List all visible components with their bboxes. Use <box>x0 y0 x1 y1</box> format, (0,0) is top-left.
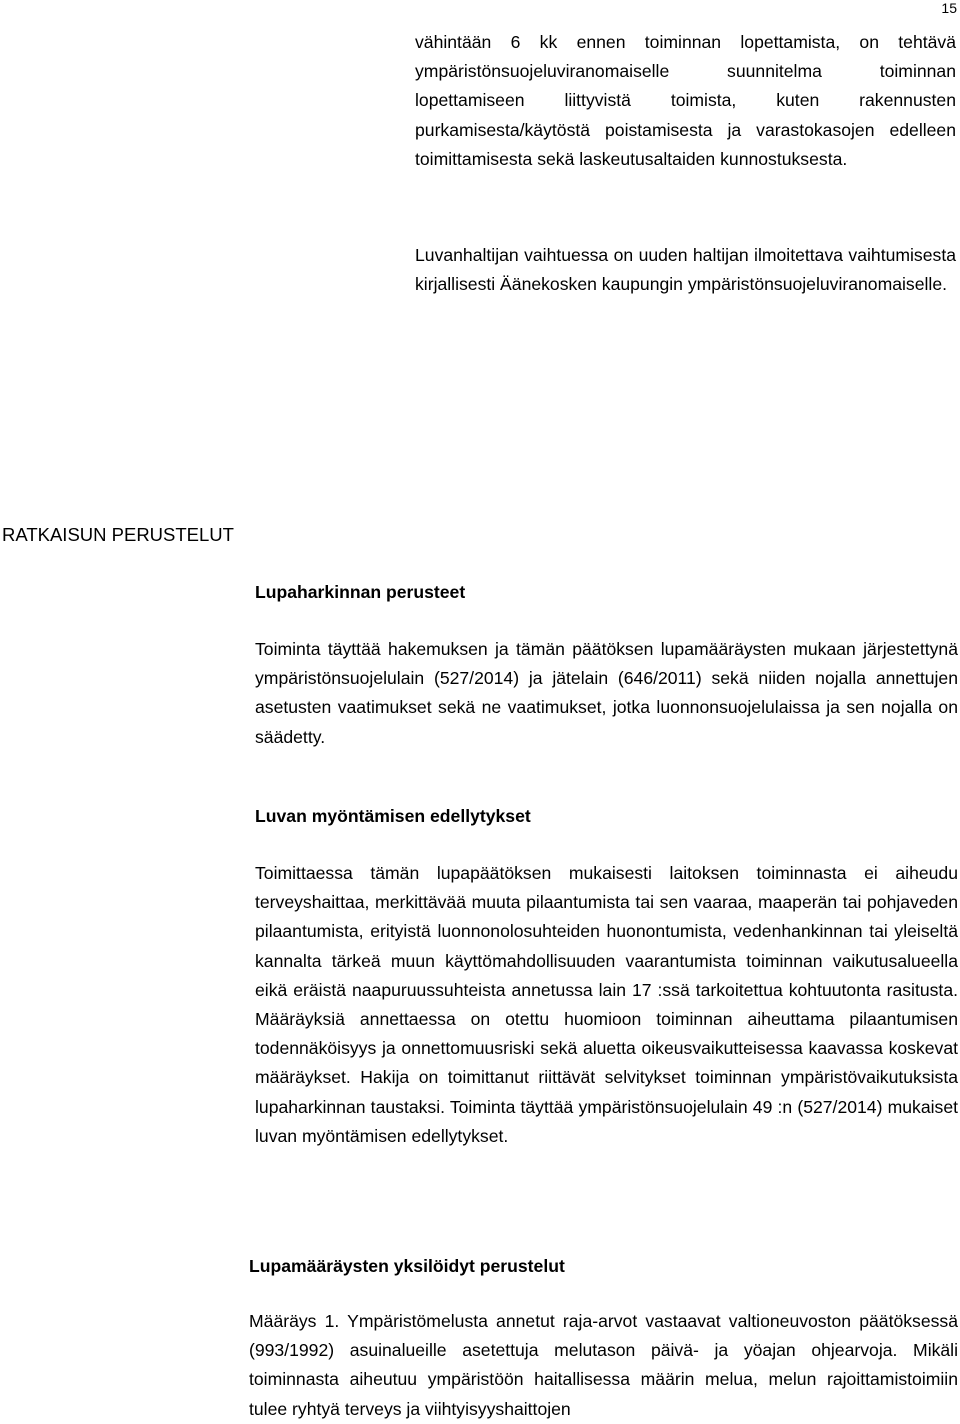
intro-paragraph-holder-change: Luvanhaltijan vaihtuessa on uuden haltijan ilmoitettava vaihtumisesta kirjallisesti Äänekosken kaupungin ympäristönsuojeluviranomaiselle. <box>415 245 956 295</box>
edellytykset-text: Toimittaessa tämän lupapäätöksen mukaisesti laitoksen toiminnasta ei aiheudu terveyshaittaa, merkittävää muuta pilaantumista tai sen vaaraa, maaperän tai pohjaveden pilaantumista, erityistä luonnonolosuhteiden huonontumista, vedenhankinnan tai yleiseltä kannalta tärkeä muun käyttömahdollisuuden vaarantumista toiminnan vaikutusalueella eikä eräistä naapuruussuhteista annetussa lain 17 :ssä tarkoitettua kohtuutonta rasitusta. Määräyksiä annettaessa on otettu huomioon toiminnan aiheuttama pilaantumisen todennäköisyys ja onnettomuusriski sekä aluetta oikeusvaikutteisessa kaavassa koskevat määräykset. Hakija on toimittanut riittävät selvitykset toiminnan ympäristövaikutuksista lupaharkinnan taustaksi. Toiminta täyttää ympäristönsuojelulain 49 :n (527/2014) mukaiset luvan myöntämisen edellytykset. <box>255 863 958 1146</box>
lupaharkinta-heading: Lupaharkinnan perusteet <box>255 582 466 602</box>
page-number: 15 <box>941 0 957 16</box>
perustelut-heading: Lupamääräysten yksilöidyt perustelut <box>249 1256 565 1276</box>
lupaharkinta-text: Toiminta täyttää hakemuksen ja tämän päätöksen lupamääräysten mukaan järjestettynä ympäristönsuojelulain (527/2014) ja jätelain (646/2011) sekä niiden nojalla annettujen asetusten vaatimukset sekä ne vaatimukset, jotka luonnonsuojelulaissa ja sen nojalla on säädetty. <box>255 639 958 747</box>
section-title: RATKAISUN PERUSTELUT <box>2 524 234 545</box>
edellytykset-heading: Luvan myöntämisen edellytykset <box>255 806 531 826</box>
perustelut-text: Määräys 1. Ympäristömelusta annetut raja-arvot vastaavat valtioneuvoston päätöksessä (993/1992) asuinalueille asetettuja melutason päivä- ja yöajan ohjearvoja. Mikäli toiminnasta aiheutuu ympäristöön haitallisessa määrin melua, melun rajoittamistoimiin tulee ryhtyä terveys ja viihtyisyyshaittojen <box>249 1311 958 1419</box>
intro-paragraph-closure-plan: vähintään 6 kk ennen toiminnan lopettamista, on tehtävä ympäristönsuojeluviranomaiselle suunnitelma toiminnan lopettamiseen liittyvistä toimista, kuten rakennusten purkamisesta/käytöstä poistamisesta ja varastokasojen edelleen toimittamisesta sekä laskeutusaltaiden kunnostuksesta. <box>415 32 956 169</box>
